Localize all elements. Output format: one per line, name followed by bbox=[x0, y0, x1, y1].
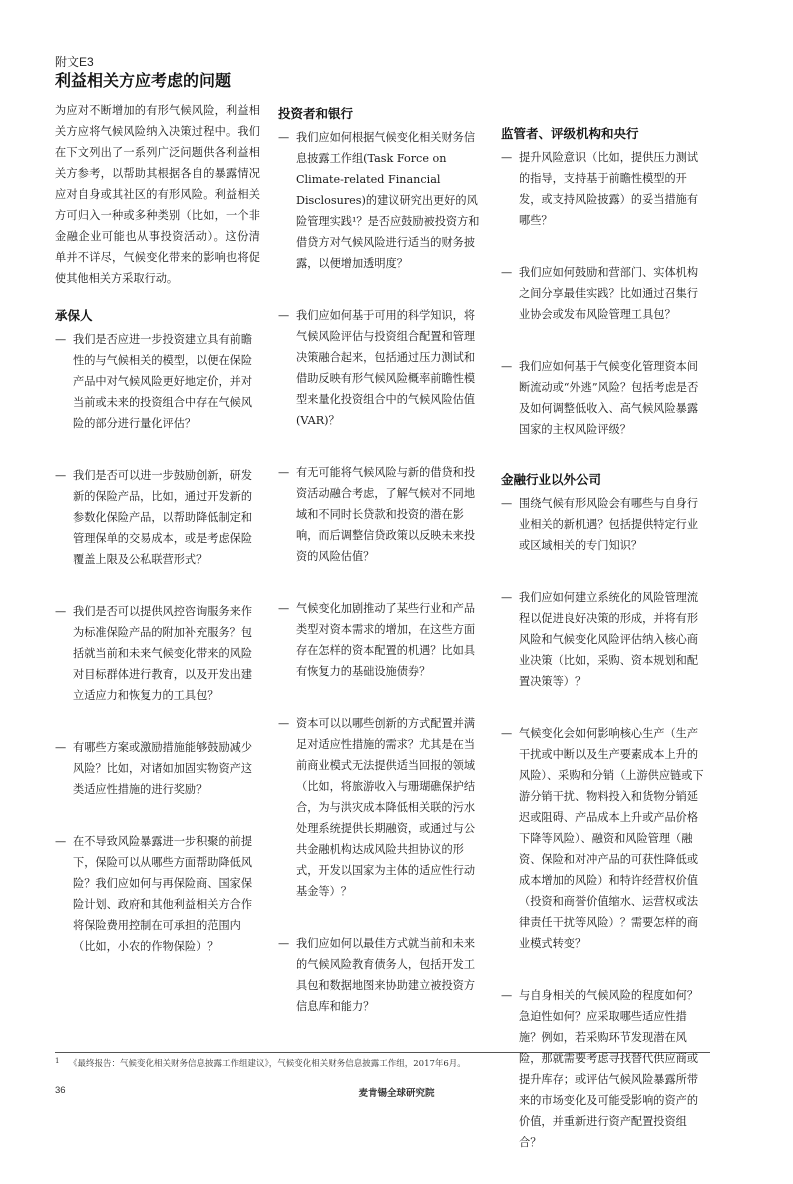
dash-icon: — bbox=[501, 266, 513, 279]
section-heading-regulators: 监管者、评级机构和央行 bbox=[501, 127, 639, 141]
dash-icon: — bbox=[501, 497, 513, 510]
dash-icon: — bbox=[278, 131, 290, 144]
list-item bbox=[55, 831, 260, 957]
dash-icon: — bbox=[501, 727, 513, 740]
publisher-name: 麦肯锡全球研究院 bbox=[358, 1088, 435, 1099]
list-item bbox=[278, 713, 483, 902]
question-text: 有哪些方案或激励措施能够鼓励减少风险？比如，对诸如加固实物资产这类适应性措施的进行奖励？ bbox=[73, 741, 253, 796]
question-text: 我们应如何建立系统化的风险管理流程以促进良好决策的形成，并将有形风险和气候变化风险评估纳入核心商业决策（比如，采购、资本规划和配置决策等）？ bbox=[519, 591, 699, 688]
list-item bbox=[501, 985, 706, 1153]
question-text: 围绕气候有形风险会有哪些与自身行业相关的新机遇？包括提供特定行业或区域相关的专门知识？ bbox=[519, 497, 699, 552]
column-3 bbox=[501, 100, 706, 1184]
list-item bbox=[278, 305, 483, 431]
question-text: 我们应如何根据气候变化相关财务信息披露工作组(Task Force on Climate-related Financial Disclosures)的建议研究出更好的风险管理实践¹？是否应鼓励被投资方和借贷方对气候风险进行适当的财务披露，以便增加透明度？ bbox=[296, 131, 480, 270]
column-1 bbox=[55, 100, 260, 988]
question-list-regulators bbox=[501, 147, 706, 440]
dash-icon: — bbox=[278, 717, 290, 730]
section-heading-investors: 投资者和银行 bbox=[278, 107, 354, 121]
dash-icon: — bbox=[55, 605, 67, 618]
dash-icon: — bbox=[278, 937, 290, 950]
footnote-mark: 1 bbox=[55, 1057, 60, 1065]
question-text: 我们是否可以提供风控咨询服务来作为标准保险产品的附加补充服务？包括就当前和未来气候变化带来的风险对目标群体进行教育，以及开发出建立适应力和恢复力的工具包？ bbox=[73, 605, 253, 702]
question-text: 我们是否可以进一步鼓励创新，研发新的保险产品，比如，通过开发新的参数化保险产品，以帮助降低制定和管理保单的交易成本，或是考虑保险覆盖上限及公私联营形式？ bbox=[73, 469, 253, 566]
list-item bbox=[55, 737, 260, 800]
intro-paragraph: 为应对不断增加的有形气候风险，利益相关方应将气候风险纳入决策过程中。我们在下文列出了一系列广泛问题供各利益相关方参考，以帮助其根据各自的暴露情况应对自身或其社区的有形风险。利益相关方可归入一种或多种类别（比如，一个非金融企业可能也从事投资活动）。这份清单并不详尽，气候变化带来的影响也将促使其他相关方采取行动。 bbox=[55, 104, 260, 285]
dash-icon: — bbox=[501, 151, 513, 164]
list-item bbox=[278, 933, 483, 1017]
page-number: 36 bbox=[55, 1085, 66, 1096]
footnote bbox=[55, 1057, 466, 1069]
question-list-beyond-finance bbox=[501, 493, 706, 1153]
appendix-label: 附文E3 bbox=[55, 55, 94, 69]
question-text: 我们应如何基于可用的科学知识，将气候风险评估与投资组合配置和管理决策融合起来，包括通过压力测试和借助反映有形气候风险概率前瞻性模型来量化投资组合中的气候风险估值(VAR)？ bbox=[296, 309, 476, 427]
list-item bbox=[278, 462, 483, 567]
footnote-text: 《最终报告：气候变化相关财务信息披露工作组建议》，气候变化相关财务信息披露工作组，2017年6月。 bbox=[69, 1059, 466, 1069]
question-text: 在不导致风险暴露进一步积聚的前提下，保险可以从哪些方面帮助降低风险？我们应如何与再保险商、国家保险计划、政府和其他利益相关方合作将保险费用控制在可承担的范围内（比如，小农的作物保险）？ bbox=[73, 835, 253, 953]
section-heading-insurers: 承保人 bbox=[55, 309, 93, 323]
question-list-insurers bbox=[55, 329, 260, 957]
dash-icon: — bbox=[55, 469, 67, 482]
dash-icon: — bbox=[501, 591, 513, 604]
question-text: 气候变化加剧推动了某些行业和产品类型对资本需求的增加，在这些方面存在怎样的资本配置的机遇？比如具有恢复力的基础设施债券？ bbox=[296, 602, 476, 678]
question-text: 提升风险意识（比如，提供压力测试的指导，支持基于前瞻性模型的开发，或支持风险披露）的妥当措施有哪些？ bbox=[519, 151, 699, 227]
question-text: 有无可能将气候风险与新的借贷和投资活动融合考虑，了解气候对不同地域和不同时长贷款和投资的潜在影响，而后调整信贷政策以反映未来投资的风险估值？ bbox=[296, 466, 476, 563]
question-text: 我们应如何以最佳方式就当前和未来的气候风险教育债务人，包括开发工具包和数据地图来协助建立被投资方信息库和能力？ bbox=[296, 937, 476, 1013]
dash-icon: — bbox=[55, 835, 67, 848]
dash-icon: — bbox=[55, 741, 67, 754]
footnote-divider bbox=[55, 1052, 710, 1053]
list-item bbox=[278, 598, 483, 682]
list-item bbox=[501, 587, 706, 692]
list-item bbox=[55, 465, 260, 570]
list-item bbox=[501, 147, 706, 231]
dash-icon: — bbox=[278, 466, 290, 479]
list-item bbox=[501, 262, 706, 325]
page-title: 利益相关方应考虑的问题 bbox=[55, 73, 232, 90]
list-item bbox=[501, 356, 706, 440]
question-text: 与自身相关的气候风险的程度如何？急迫性如何？应采取哪些适应性措施？例如，若采购环节发现潜在风险，那就需要考虑寻找替代供应商或提升库存；或评估气候风险暴露所带来的市场变化及可能受影响的资产的价值，并重新进行资产配置投资组合？ bbox=[519, 989, 699, 1149]
dash-icon: — bbox=[278, 309, 290, 322]
question-text: 我们是否应进一步投资建立具有前瞻性的与气候相关的模型，以便在保险产品中对气候风险更好地定价，并对当前或未来的投资组合中存在气候风险的部分进行量化评估？ bbox=[73, 333, 253, 430]
column-2 bbox=[278, 100, 483, 1048]
dash-icon: — bbox=[501, 360, 513, 373]
question-text: 资本可以以哪些创新的方式配置并满足对适应性措施的需求？尤其是在当前商业模式无法提供适当回报的领域（比如，将旅游收入与珊瑚礁保护结合，为与洪灾成本降低相关联的污水处理系统提供长期融资，或通过与公共金融机构达成风险共担协议的形式，开发以国家为主体的适应性行动基金等）？ bbox=[296, 717, 476, 898]
list-item bbox=[278, 127, 483, 274]
question-text: 气候变化会如何影响核心生产（生产干扰或中断以及生产要素成本上升的风险）、采购和分销（上游供应链或下游分销干扰、物料投入和货物分销延迟或阻碍、产品成本上升或产品价格下降等风险）、融资和风险管理（融资、保险和对冲产品的可获性降低或成本增加的风险）和特许经营权价值（投资和商誉价值缩水、运营权或法律责任干扰等风险）？需要怎样的商业模式转变？ bbox=[519, 727, 704, 950]
list-item bbox=[55, 329, 260, 434]
dash-icon: — bbox=[278, 602, 290, 615]
question-text: 我们应如何鼓励和营部门、实体机构之间分享最佳实践？比如通过召集行业协会或发布风险管理工具包？ bbox=[519, 266, 699, 321]
list-item bbox=[55, 601, 260, 706]
section-heading-beyond-finance: 金融行业以外公司 bbox=[501, 473, 602, 487]
list-item bbox=[501, 723, 706, 954]
dash-icon: — bbox=[501, 989, 513, 1002]
question-text: 我们应如何基于气候变化管理资本间断流动或“外逃”风险？包括考虑是否及如何调整低收入、高气候风险暴露国家的主权风险评级？ bbox=[519, 360, 699, 436]
list-item bbox=[501, 493, 706, 556]
question-list-investors bbox=[278, 127, 483, 1017]
dash-icon: — bbox=[55, 333, 67, 346]
